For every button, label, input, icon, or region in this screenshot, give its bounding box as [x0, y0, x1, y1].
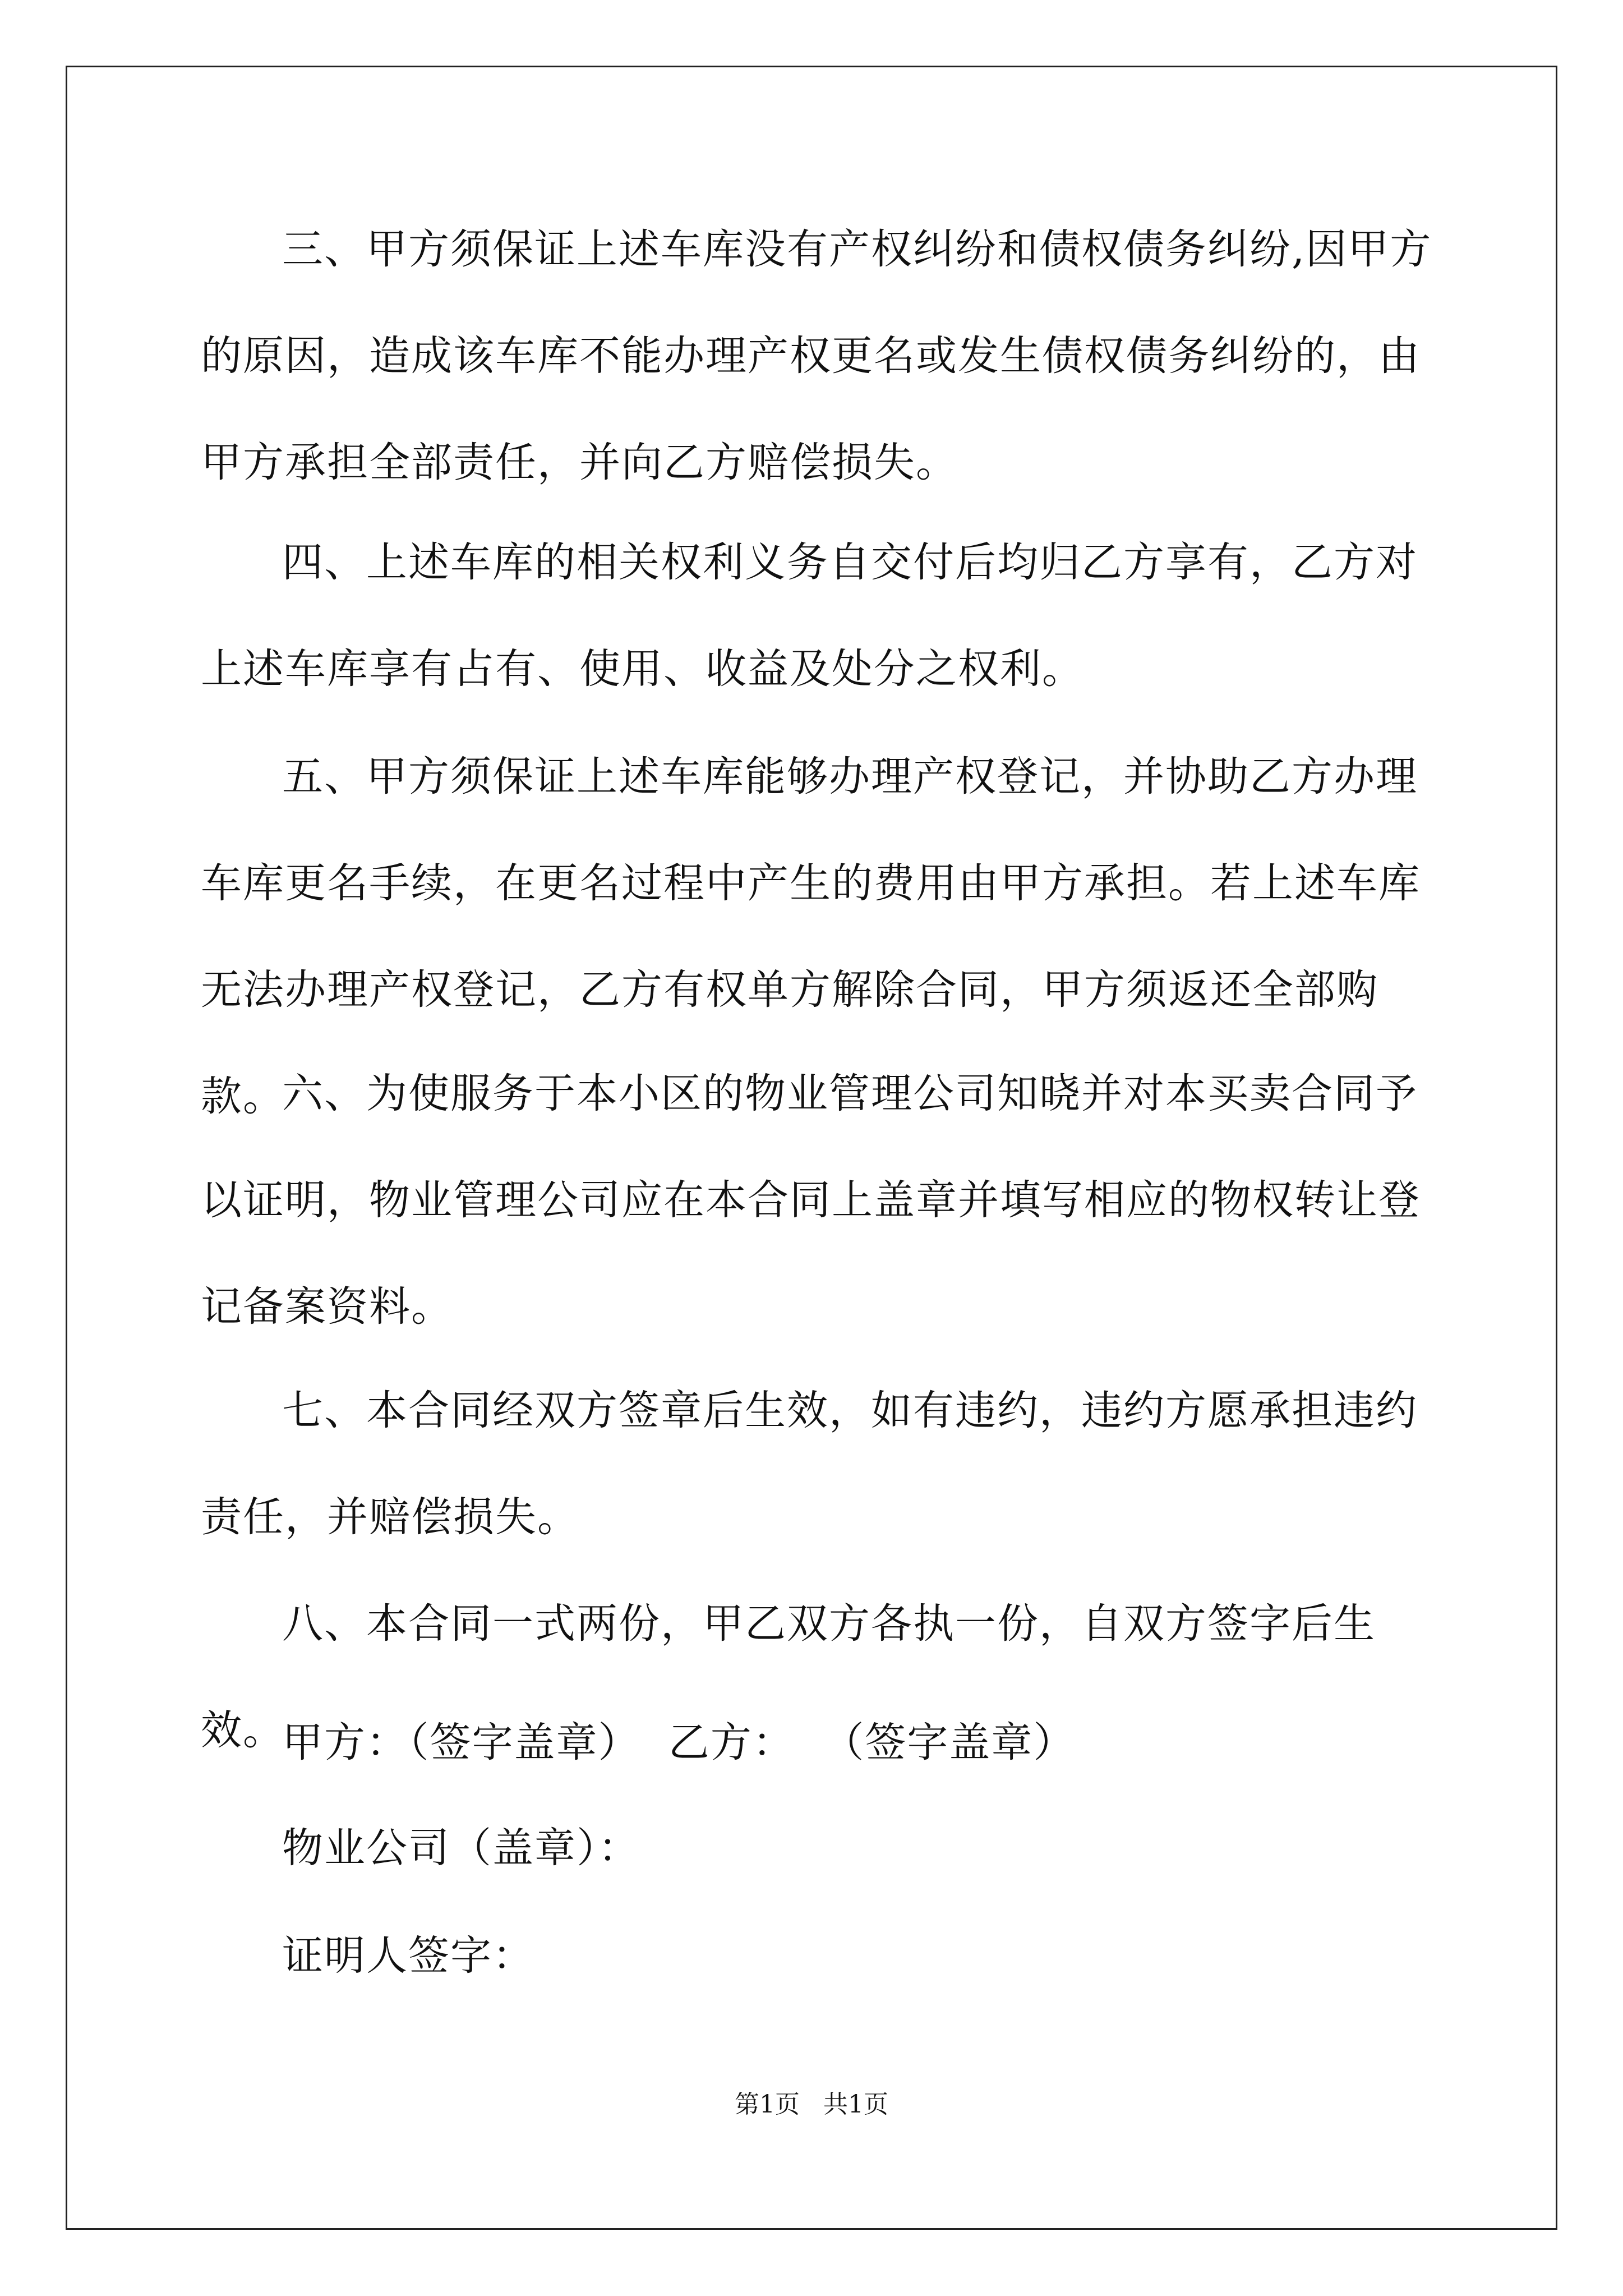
party-signature-line: 甲方：（签字盖章） 乙方： （签字盖章）	[282, 1719, 1076, 1766]
clause-7: 七、本合同经双方签章后生效，如有违约，违约方愿承担违约责任，并赔偿损失。	[201, 1387, 1418, 1541]
clause-4: 四、上述车库的相关权利义务自交付后均归乙方享有，乙方对上述车库享有占有、使用、收益及处分之权利。	[201, 539, 1418, 693]
clause-5: 五、甲方须保证上述车库能够办理产权登记，并协助乙方办理车库更名手续，在更名过程中产生的费用由甲方承担。若上述车库无法办理产权登记，乙方有权单方解除合同，甲方须返还全部购款。	[201, 753, 1421, 1120]
property-company-seal-line: 物业公司（盖章）：	[282, 1824, 640, 1872]
page-footer: 第1页 共1页	[735, 2090, 888, 2119]
clause-8: 八、本合同一式两份，甲乙双方各执一份，自双方签字后生效。	[201, 1600, 1376, 1754]
clause-6: 六、为使服务于本小区的物业管理公司知晓并对本买卖合同予以证明，物业管理公司应在本合同上盖章并填写相应的物权转让登记备案资料。	[201, 1070, 1421, 1331]
witness-signature-line: 证明人签字：	[282, 1932, 534, 1980]
clause-3: 三、甲方须保证上述车库没有产权纠纷和债权债务纠纷,因甲方的原因，造成该车库不能办理产权更名或发生债权债务纠纷的，由甲方承担全部责任，并向乙方赔偿损失。	[201, 226, 1432, 486]
